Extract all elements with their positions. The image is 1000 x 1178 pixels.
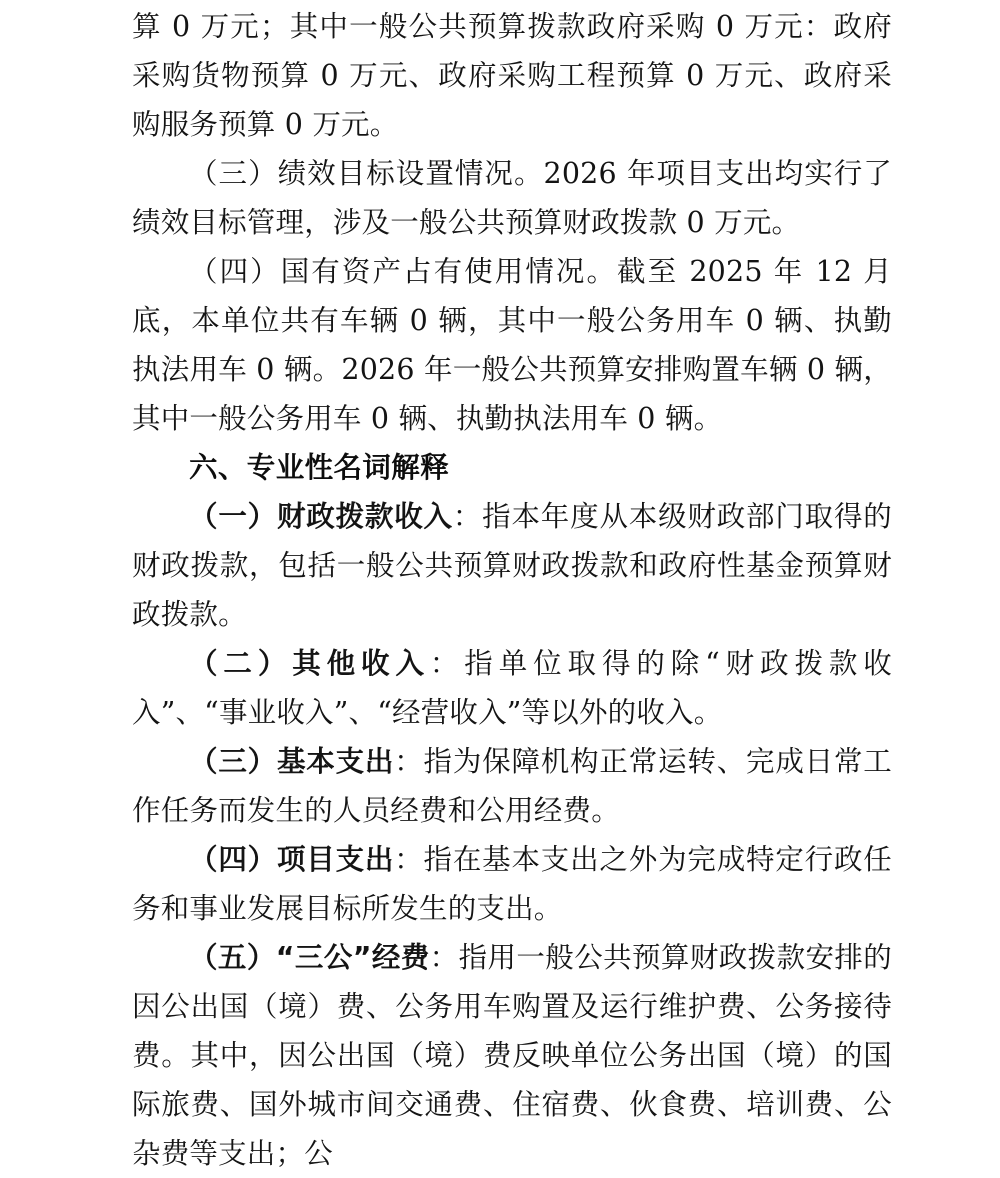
definition-text: ：指本年度从本级财政部门取得的财政拨款，包括一般公共预算财政拨款和政府性基金预算财政拨款。	[132, 500, 892, 631]
section-heading-terminology: 六、专业性名词解释	[189, 451, 450, 484]
definition-other-income	[132, 639, 892, 737]
paragraph-performance-goals: （三）绩效目标设置情况。2026 年项目支出均实行了绩效目标管理，涉及一般公共预算财政拨款 0 万元。	[132, 157, 892, 239]
definition-text: ：指为保障机构正常运转、完成日常工作任务而发生的人员经费和公用经费。	[132, 745, 892, 827]
definition-label: （一）财政拨款收入	[189, 500, 453, 533]
paragraph-state-owned-assets: （四）国有资产占有使用情况。截至 2025 年 12 月底，本单位共有车辆 0 辆，其中一般公务用车 0 辆、执勤执法用车 0 辆。2026 年一般公共预算安排购置车辆 0 辆，其中一般公务用车 0 辆、执勤执法用车 0 辆。	[132, 255, 892, 435]
definition-text: ：指用一般公共预算财政拨款安排的因公出国（境）费、公务用车购置及运行维护费、公务接待费。其中，因公出国（境）费反映单位公务出国（境）的国际旅费、国外城市间交通费、住宿费、伙食费、培训费、公杂费等支出；公	[132, 941, 893, 1170]
definition-label: （二）其他收入	[189, 647, 430, 680]
document-body	[132, 0, 892, 1178]
definition-text: ：指在基本支出之外为完成特定行政任务和事业发展目标所发生的支出。	[132, 843, 892, 925]
definition-fiscal-appropriation-income	[132, 492, 892, 639]
definition-label: （五）“三公”经费	[189, 941, 430, 974]
definition-three-public-expenses	[132, 933, 892, 1178]
definition-project-expenditure	[132, 835, 892, 933]
definition-label: （四）项目支出	[189, 843, 395, 876]
definition-text: ：指单位取得的除“财政拨款收入”、“事业收入”、“经营收入”等以外的收入。	[132, 647, 893, 729]
paragraph-procurement-continued: 算 0 万元；其中一般公共预算拨款政府采购 0 万元：政府采购货物预算 0 万元、政府采购工程预算 0 万元、政府采购服务预算 0 万元。	[132, 10, 892, 141]
definition-basic-expenditure	[132, 737, 892, 835]
definition-label: （三）基本支出	[189, 745, 395, 778]
